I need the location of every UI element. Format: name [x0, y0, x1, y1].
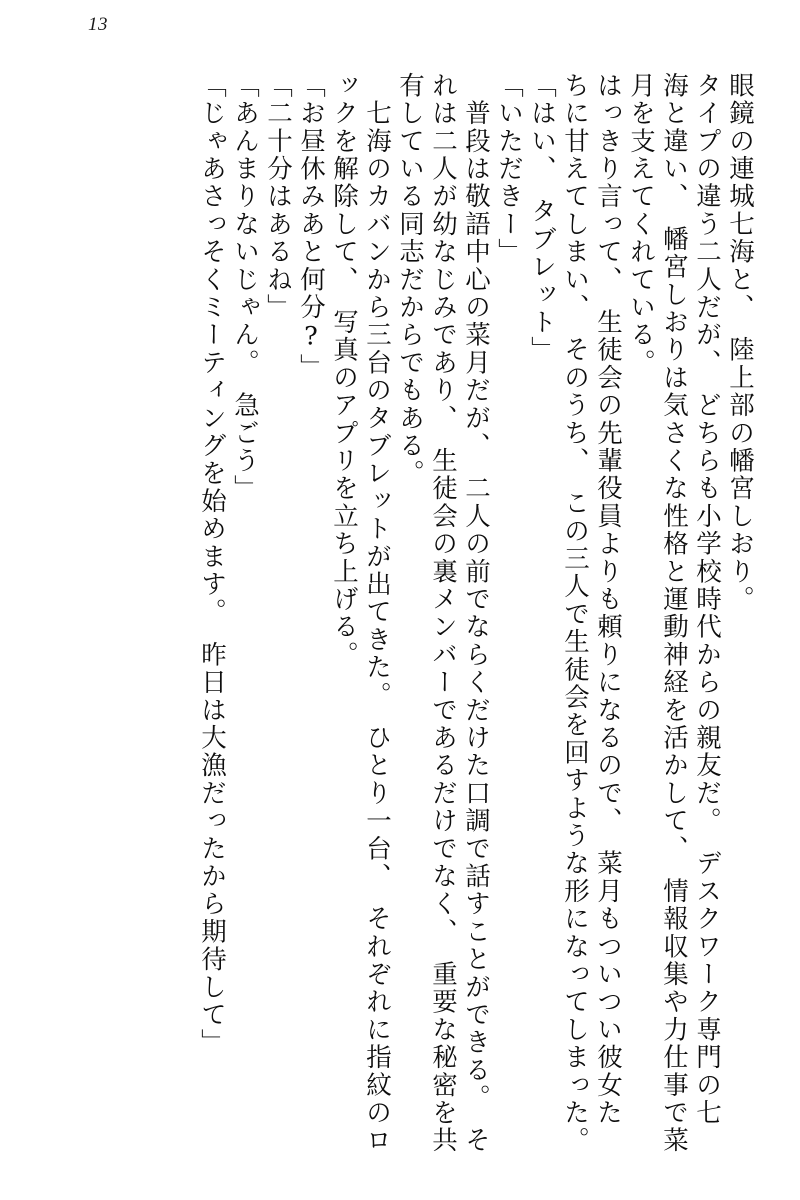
text-line: 普段は敬語中心の菜月だが、 二人の前でならくだけた口調で話すことができる。 そ — [461, 72, 491, 1155]
text-line: ックを解除して、 写真のアプリを立ち上げる。 — [329, 72, 359, 669]
text-line: 「二十分はあるね」 — [263, 72, 293, 322]
text-line: タイプの違う二人だが、 どちらも小学校時代からの親友だ。 デスクワーク専門の七 — [692, 72, 722, 1127]
text-line: 眼鏡の連城七海と、 陸上部の幡宮しおり。 — [725, 72, 755, 614]
text-line: 海と違い、 幡宮しおりは気さくな性格と運動神経を活かして、 情報収集や力仕事で菜 — [659, 72, 689, 1155]
text-line: れは二人が幼なじみであり、 生徒会の裏メンバーであるだけでなく、 重要な秘密を共 — [428, 72, 458, 1155]
text-line: ちに甘えてしまい、 そのうち、 この三人で生徒会を回すような形になってしまった。 — [560, 72, 590, 1155]
text-line: 「じゃあさっそくミーティングを始めます。 昨日は大漁だったから期待して」 — [197, 72, 227, 1057]
text-line: 「お昼休みあと何分?」 — [296, 72, 326, 382]
text-line: 有している同志だからでもある。 — [395, 72, 425, 488]
text-line: 「はい、 タブレット」 — [527, 72, 557, 364]
text-line: 月を支えてくれている。 — [626, 72, 656, 377]
text-line: 「あんまりないじゃん。 急ごう」 — [230, 72, 260, 503]
page-number: 13 — [88, 14, 108, 35]
text-line: 七海のカバンから三台のタブレットが出てきた。 ひとり一台、 それぞれに指紋のロ — [362, 72, 392, 1155]
text-line: はっきり言って、 生徒会の先輩役員よりも頼りになるので、 菜月もついつい彼女た — [593, 72, 623, 1127]
text-line: 「いただきー」 — [494, 72, 524, 266]
page-body-text — [52, 72, 755, 1155]
